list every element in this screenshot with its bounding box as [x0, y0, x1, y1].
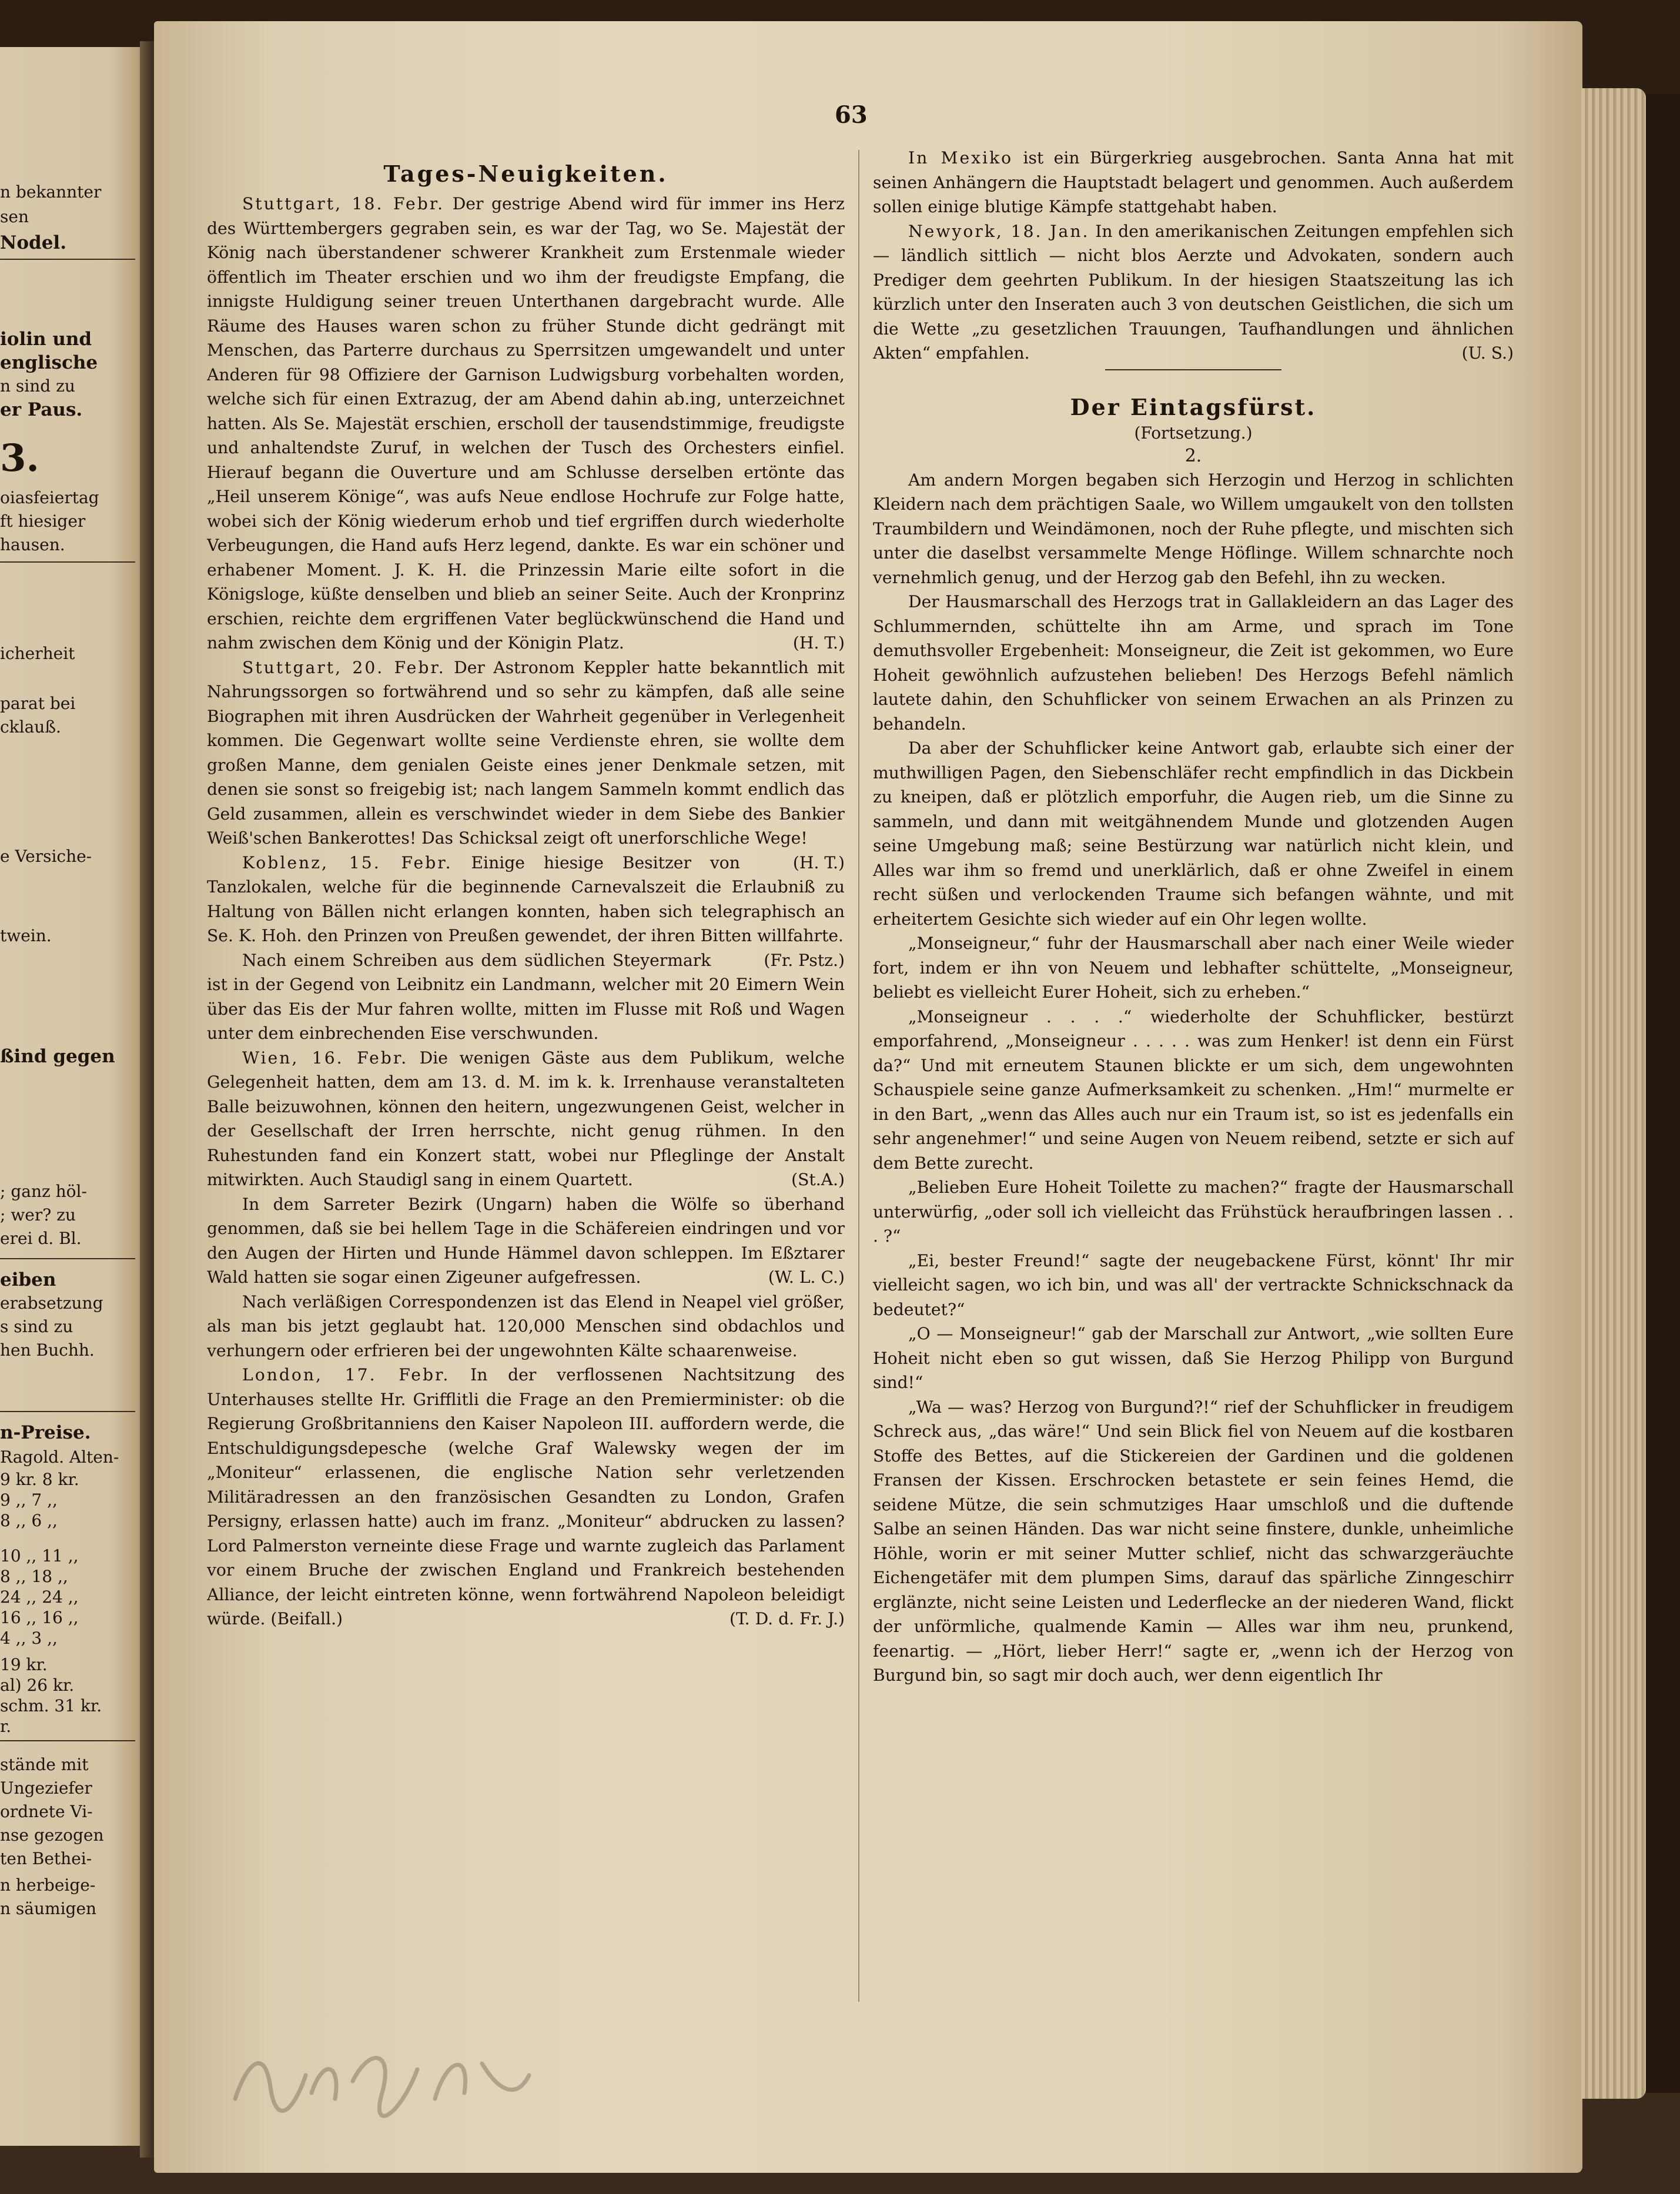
- news-item: [207, 1046, 845, 1192]
- left-page-fragment: n sind zu: [0, 376, 75, 396]
- news-source: (St.A.): [791, 1170, 845, 1189]
- left-page-fragment: 8 ,, 18 ,,: [0, 1567, 68, 1586]
- left-page-fragment: n säumigen: [0, 1899, 97, 1918]
- story-paragraph: „O — Monseigneur!“ gab der Marschall zur Antwort, „wie sollten Eure Hoheit nicht eben so gut wissen, daß Sie Herzog Philipp von Burgund sind!“: [873, 1324, 1514, 1392]
- news-text: Nach verläßigen Correspondenzen ist das Elend in Neapel viel größer, als man bis jetzt geglaubt hat. 120,000 Menschen sind obdachlos und verhungern oder erfrieren bei der ungewohnten Kälte schaarenweise.: [207, 1292, 845, 1360]
- left-page-fragment: ; wer? zu: [0, 1205, 76, 1225]
- left-page-fragment: hen Buchh.: [0, 1340, 95, 1360]
- news-source: (U. S.): [1461, 343, 1514, 363]
- story-paragraph: Da aber der Schuhflicker keine Antwort gab, erlaubte sich einer der muthwilligen Pagen, den Siebenschläfer recht empfindlich in das Dickbein zu kneipen, daß er plötzlich emporfuhr, die Augen rieb, um die Sinne zu sammeln, und dann mit weitgähnendem Munde und glotzenden Augen seine Umgebung maß; seine Bestürzung war natürlich nicht klein, und Alles war ihm so fremd und unerklärlich, daß er ohne Zweifel in einem recht süßen und verlockenden Traume sich befangen wähnte, und mit erheitertem Gesichte sich wieder auf ein Ohr legen wollte.: [873, 738, 1514, 929]
- left-page-fragment: ordnete Vi-: [0, 1802, 93, 1821]
- left-page-rule: [0, 1258, 135, 1259]
- news-source: (W. L. C.): [768, 1267, 845, 1287]
- story-chapter: 2.: [1184, 445, 1202, 466]
- news-dateline: London, 17. Febr.: [242, 1365, 450, 1384]
- news-item: [207, 1192, 845, 1290]
- news-text: ist ein Bürgerkrieg ausgebrochen. Santa Anna hat mit seinen Anhängern die Hauptstadt belagert und genommen. Auch außerdem sollen einige blutige Kämpfe stattgehabt haben.: [873, 148, 1514, 216]
- left-page-fragment: e Versiche-: [0, 847, 92, 866]
- left-page-rule: [0, 1740, 135, 1741]
- left-page-fragment: oiasfeiertag: [0, 488, 99, 507]
- story-subtitle: (Fortsetzung.): [1134, 423, 1253, 443]
- left-page-fragment: 19 kr.: [0, 1655, 48, 1674]
- left-page-rule: [0, 259, 135, 260]
- story-paragraph: „Monseigneur,“ fuhr der Hausmarschall aber nach einer Weile wieder fort, indem er ihn von Neuem und lebhafter schüttelte, „Monseigneur, beliebt es vielleicht Eurer Hoheit, sich zu erheben.“: [873, 934, 1514, 1002]
- left-page-fragment: Nodel.: [0, 233, 66, 253]
- column-divider: [858, 150, 859, 2002]
- left-page-fragment: cklauß.: [0, 717, 61, 737]
- story-paragraph: Der Hausmarschall des Herzogs trat in Gallakleidern an das Lager des Schlummernden, schüttelte ihn am Arme, und sprach im Tone demuthsvoller Ergebenheit: Monseigneur, die Zeit ist gekommen, wo Eure Hoheit gewöhnlich aufzustehen belieben! Des Herzogs Befehl nämlich lautete dahin, den Schuhflicker von seinem Erwachen an als Prinzen zu behandeln.: [873, 592, 1514, 734]
- news-dateline: Koblenz, 15. Febr.: [242, 852, 453, 872]
- news-text: Der Astronom Keppler hatte bekanntlich mit Nahrungssorgen so fortwährend und so sehr zu kämpfen, daß alle seine Biographen mit ihren Ausdrücken der Wahrheit gegenüber in Verlegenheit kommen. Die Gegenwart wollte seine Verdienste ehren, sie wollte dem großen Manne, dem genialen Geiste eines jener Denkmale setzen, mit denen sie sonst so freigebig ist; nach langem Sammeln kommt endlich das Geld zusammen, allein es verschwindet wieder in dem Siebe des Bankier Weiß'schen Bankerottes! Das Schicksal zeigt oft unerforschliche Wege!: [207, 657, 845, 848]
- left-page-fragment: n herbeige-: [0, 1875, 96, 1895]
- left-page-fragment: twein.: [0, 926, 52, 945]
- news-items: [873, 146, 1514, 366]
- news-item: [207, 1290, 845, 1363]
- left-page-fragment: icherheit: [0, 644, 75, 663]
- left-page-fragment: n-Preise.: [0, 1423, 91, 1443]
- news-text: Einige hiesige Besitzer von Tanzlokalen, welche für die beginnende Carnevalszeit die Erlaubniß zu Haltung von Bällen nicht erlangen konnten, haben sich telegraphisch an Se. K. Hoh. den Prinzen von Preußen gewendet, der ihren Bitten willfahrte.: [207, 852, 845, 945]
- left-page-fragment: 3.: [0, 438, 39, 479]
- news-text: Die wenigen Gäste aus dem Publikum, welche Gelegenheit hatten, dem am 13. d. M. im k. k. Irrenhause veranstalteten Balle beizuwohnen, können den heitern, ungezwungenen Geist, welcher in der Gesellschaft der Irren herrschte, nicht genug rühmen. In den Ruhestunden fand ein Konzert statt, wobei nur Pfleglinge der Anstalt mitwirkten. Auch Staudigl sang in einem Quartett.: [207, 1048, 845, 1189]
- left-page-text: [0, 0, 141, 2194]
- left-page-fragment: ft hiesiger: [0, 511, 86, 531]
- story-paragraph: „Belieben Eure Hoheit Toilette zu machen?“ fragte der Hausmarschall unterwürfig, „oder soll ich vielleicht das Frühstück heraufbringen lassen . . . ?“: [873, 1178, 1514, 1246]
- news-source: (H. T.): [792, 852, 845, 872]
- right-column: [873, 146, 1514, 1688]
- news-dateline: Stuttgart, 20. Febr.: [242, 657, 446, 677]
- page-edges: [1581, 88, 1646, 2099]
- news-source: (H. T.): [792, 633, 845, 653]
- news-source: (T. D. d. Fr. J.): [729, 1609, 845, 1628]
- left-page-rule: [0, 1411, 135, 1412]
- section-heading: Tages-Neuigkeiten.: [383, 160, 668, 187]
- news-text: Der gestrige Abend wird für immer ins Herz des Württembergers gegraben sein, es war der Tag, wo Se. Majestät der König nach überstandener schwerer Krankheit zum Erstenmale wieder öffentlich im Theater erschien und wo ihm der freudigste Empfang, die innigste Huldigung seiner treuen Unterthanen dargebracht wurde. Alle Räume des Hauses waren schon zu früher Stunde dicht gedrängt mit Menschen, das Parterre durchaus zu Sperrsitzen umgewandelt und unter Anderen für 98 Offiziere der Garnison Ludwigsburg vorbehalten worden, welche sich für einen Extrazug, der am Abend dahin ab.ing, unterzeichnet hatten. Als Se. Majestät erschien, erscholl der tausendstimmige, freudigste und anhaltendste Zuruf, in welchen der Tusch des Orchesters einfiel. Hierauf begann die Ouverture und am Schlusse derselben ertönte das „Heil unserem Könige“, was aufs Neue endlose Hochrufe zur Folge hatte, wobei sich der König wiederum erhob und tief ergriffen durch wiederholte Verbeugungen, die Hand aufs Herz legend, dankte. Es war ein schöner und erhabener Moment. J. K. H. die Prinzessin Marie eilte sofort in die Königsloge, küßte denselben und blieb an seiner Seite. Auch der Kronprinz erschien, reichte dem ergriffenen Vater beglückwünschend die Hand und nahm zwischen dem König und der Königin Platz.: [207, 194, 845, 653]
- news-dateline: Newyork, 18. Jan.: [908, 221, 1090, 241]
- left-page-fragment: er Paus.: [0, 400, 83, 420]
- page-number: 63: [835, 101, 868, 129]
- left-page-fragment: parat bei: [0, 694, 76, 713]
- left-page-fragment: 9 ,, 7 ,,: [0, 1490, 58, 1510]
- news-item: [207, 192, 845, 655]
- news-item: [873, 146, 1514, 219]
- left-page-fragment: nse gezogen: [0, 1825, 104, 1845]
- left-page-fragment: iolin und: [0, 329, 92, 349]
- handwritten-signature: [223, 2011, 541, 2128]
- news-text: In den amerikanischen Zeitungen empfehlen sich — ländlich sittlich — nicht blos Aerzte und Advokaten, sondern auch Prediger dem geehrten Publikum. In der hiesigen Staatszeitung las ich kürzlich unter den Inseraten auch 3 von deutschen Geistlichen, die sich um die Wette „zu gesetzlichen Trauungen, Taufhandlungen und ähnlichen Akten“ empfahlen.: [873, 221, 1514, 363]
- left-page-fragment: erei d. Bl.: [0, 1229, 82, 1248]
- left-page-fragment: 16 ,, 16 ,,: [0, 1608, 79, 1627]
- left-page-fragment: n bekannter: [0, 182, 102, 202]
- left-page-fragment: eiben: [0, 1270, 56, 1290]
- left-page-fragment: hausen.: [0, 535, 65, 554]
- left-page-fragment: Ragold. Alten-: [0, 1447, 119, 1467]
- left-column: [207, 159, 845, 1631]
- left-page-fragment: al) 26 kr.: [0, 1675, 75, 1695]
- left-page-fragment: 9 kr. 8 kr.: [0, 1470, 79, 1489]
- left-page-rule: [0, 561, 135, 563]
- story-paragraph: „Ei, bester Freund!“ sagte der neugebackene Fürst, könnt' Ihr mir vielleicht sagen, wo ich bin, und was all' der vertrackte Schnickschnack da bedeutet?“: [873, 1250, 1514, 1319]
- news-text: In dem Sarreter Bezirk (Ungarn) haben die Wölfe so überhand genommen, daß sie bei hellem Tage in die Schäfereien eindringen und vor den Augen der Hirten und Hunde Hämmel davon schleppen. Im Eßztarer Wald hatten sie sogar einen Zigeuner aufgefressen.: [207, 1194, 845, 1287]
- left-page-fragment: 4 ,, 3 ,,: [0, 1628, 58, 1648]
- news-dateline: In Mexiko: [908, 148, 1013, 168]
- story-paragraph: „Monseigneur . . . .“ wiederholte der Schuhflicker, bestürzt emporfahrend, „Monseigneur . . . . . was zum Henker! ist denn ein Fürst da?“ Und mit erneutem Staunen blickte er um sich, dem ungewohnten Schauspiele seine ganze Aufmerksamkeit zu schenken. „Hm!“ murmelte er in den Bart, „wenn das Alles auch nur ein Traum ist, so ist es jedenfalls ein sehr angenehmer!“ und seine Augen von Neuem reibend, setzte er sich auf dem Bette zurecht.: [873, 1006, 1514, 1173]
- left-page-fragment: r.: [0, 1717, 12, 1736]
- left-page-fragment: englische: [0, 353, 98, 373]
- left-page-fragment: ; ganz höl-: [0, 1182, 87, 1201]
- story-paragraph: Am andern Morgen begaben sich Herzogin und Herzog in schlichten Kleidern nach dem prächtigen Saale, wo Willem umgaukelt von den tollsten Traumbildern und Weindämonen, noch der Ruhe pflegte, und mischten sich unter die daselbst versammelte Menge Höflinge. Willem schnarchte noch vernehmlich genug, und der Herzog gab den Befehl, ihn zu wecken.: [873, 470, 1514, 587]
- news-source: (Fr. Pstz.): [764, 950, 845, 970]
- left-page-fragment: stände mit: [0, 1755, 89, 1774]
- left-page-fragment: sen: [0, 207, 29, 226]
- page-edge-shadow: [1646, 94, 1680, 2093]
- news-items: [207, 192, 845, 1631]
- left-page-fragment: ßind gegen: [0, 1046, 115, 1066]
- section-rule: [1105, 369, 1281, 370]
- news-dateline: Stuttgart, 18. Febr.: [242, 194, 445, 213]
- left-page-fragment: erabsetzung: [0, 1293, 103, 1313]
- story-title: Der Eintagsfürst.: [1070, 393, 1317, 420]
- news-dateline: Wien, 16. Febr.: [242, 1048, 409, 1068]
- news-item: [873, 219, 1514, 366]
- left-page-fragment: schm. 31 kr.: [0, 1696, 102, 1715]
- news-text: Nach einem Schreiben aus dem südlichen Steyermark ist in der Gegend von Leibnitz ein Landmann, welcher mit 20 Eimern Wein über das Eis der Mur fahren wollte, mitten im Flusse mit Roß und Wagen unter dem einbrechenden Eise verschwunden.: [207, 950, 845, 1043]
- left-page-fragment: 10 ,, 11 ,,: [0, 1546, 79, 1566]
- story-body: [873, 468, 1514, 1688]
- left-page-fragment: 8 ,, 6 ,,: [0, 1511, 58, 1530]
- news-item: [207, 1363, 845, 1631]
- news-text: In der verflossenen Nachtsitzung des Unterhauses stellte Hr. Grifflitli die Frage an den Premierminister: ob die Regierung Großbritanniens den Kaiser Napoleon III. auffordern werde, die Entschuldigungsdepesche (welche Graf Walewsky wegen der im „Moniteur“ erlassenen, die englische Nation sehr verletzenden Militäradressen an den französischen Gesandten zu London, Grafen Persigny, erlassen hatte) auch im franz. „Moniteur“ abdrucken zu lassen? Lord Palmerston verneinte diese Frage und warnte zugleich das Parlament vor einem Bruche der zwischen England und Frankreich bestehenden Alliance, der leicht eintreten könne, wenn fortwährend Napoleon beleidigt würde. (Beifall.): [207, 1365, 845, 1628]
- left-page-fragment: 24 ,, 24 ,,: [0, 1587, 79, 1607]
- left-page-fragment: s sind zu: [0, 1317, 73, 1336]
- left-page-fragment: Ungeziefer: [0, 1778, 92, 1798]
- story-paragraph: „Wa — was? Herzog von Burgund?!“ rief der Schuhflicker in freudigem Schreck aus, „das wäre!“ Und sein Blick fiel von Neuem auf die kostbaren Stoffe des Bettes, auf die Stickereien der Gardinen und die goldenen Fransen der Kissen. Erschrocken betastete er sein feines Hemd, die seidene Mütze, die sein schmutziges Haar umschloß und die duftende Salbe an seinen Händen. Das war nicht seine finstere, dunkle, unheimliche Höhle, worin er mit seiner Mutter schlief, nicht das schwarzgeräuchte Eichengetäfer mit dem plumpen Sims, darauf das spärliche Zinngeschirr erglänzte, nicht seine Leisten und Lederflecke an der niederen Wand, flickt der unförmliche, qualmende Kamin — Alles war ihm neu, prunkend, feenartig. — „Hört, lieber Herr!“ sagte er, „wenn ich der Herzog von Burgund bin, so sagt mir doch auch, wer denn eigentlich Ihr: [873, 1397, 1514, 1685]
- left-page-fragment: ten Bethei-: [0, 1849, 92, 1868]
